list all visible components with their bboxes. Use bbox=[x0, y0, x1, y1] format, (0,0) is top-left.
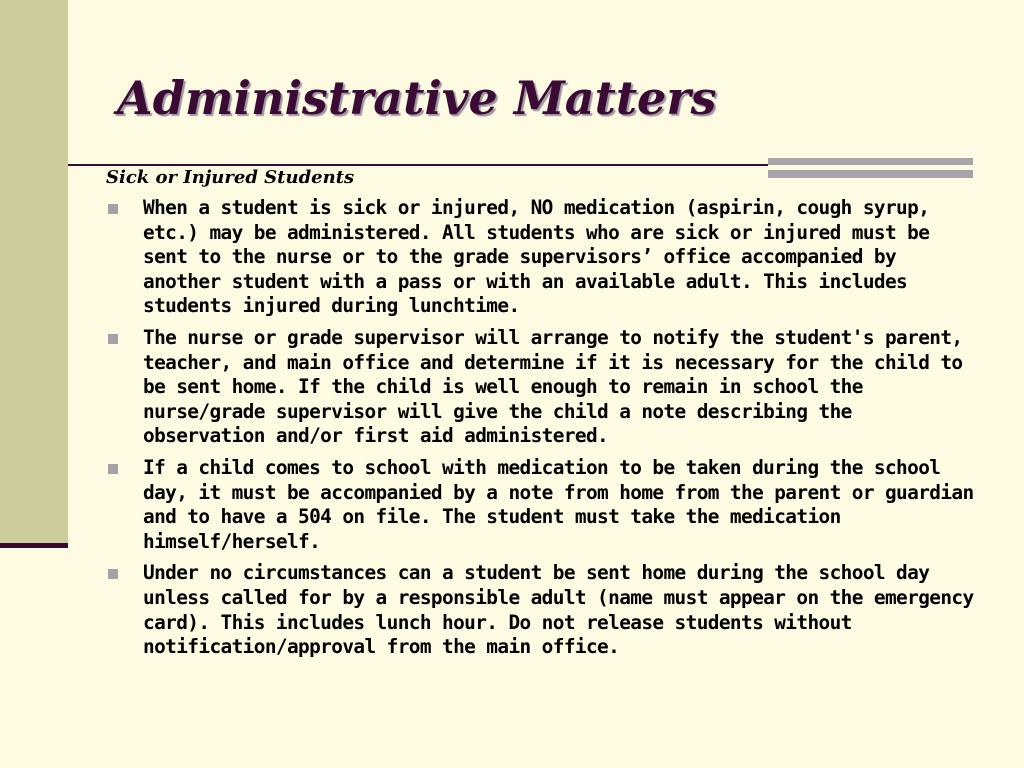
bullet-item bbox=[106, 196, 976, 319]
bullet-text: When a student is sick or injured, NO medication (aspirin, cough syrup, etc.) may be administered. All students who are sick or injured must be sent to the nurse or to the grade supervisors’ office accompanied by another student with a pass or with an available adult. This includes students injured during lunchtime. bbox=[143, 196, 930, 318]
bullet-item bbox=[106, 561, 976, 659]
title-accent-bar-bottom bbox=[768, 170, 973, 178]
square-bullet-icon bbox=[108, 569, 118, 579]
bullet-text: Under no circumstances can a student be sent home during the school day unless called for by a responsible adult (name must appear on the emergency card). This includes lunch hour. Do not release students without notification/approval from the main office. bbox=[143, 561, 974, 659]
bullet-item bbox=[106, 326, 976, 449]
bullet-item bbox=[106, 456, 976, 554]
square-bullet-icon bbox=[108, 464, 118, 474]
square-bullet-icon bbox=[108, 334, 118, 344]
left-decorative-band bbox=[0, 0, 68, 545]
slide-title: Administrative Matters bbox=[117, 71, 717, 125]
title-accent-bar-top bbox=[768, 158, 973, 165]
left-band-rule bbox=[0, 543, 68, 548]
bullet-text: The nurse or grade supervisor will arrange to notify the student's parent, teacher, and main office and determine if it is necessary for the child to be sent home. If the child is well enough to remain in school the nurse/grade supervisor will give the child a note describing the observation and/or first aid administered. bbox=[143, 325, 963, 448]
square-bullet-icon bbox=[108, 204, 118, 214]
bullet-text: If a child comes to school with medication to be taken during the school day, it must be accompanied by a note from home from the parent or guardian and to have a 504 on file. The student must take the medication himself/herself. bbox=[143, 455, 974, 553]
section-subheading: Sick or Injured Students bbox=[106, 167, 355, 188]
bullet-list bbox=[106, 196, 976, 667]
